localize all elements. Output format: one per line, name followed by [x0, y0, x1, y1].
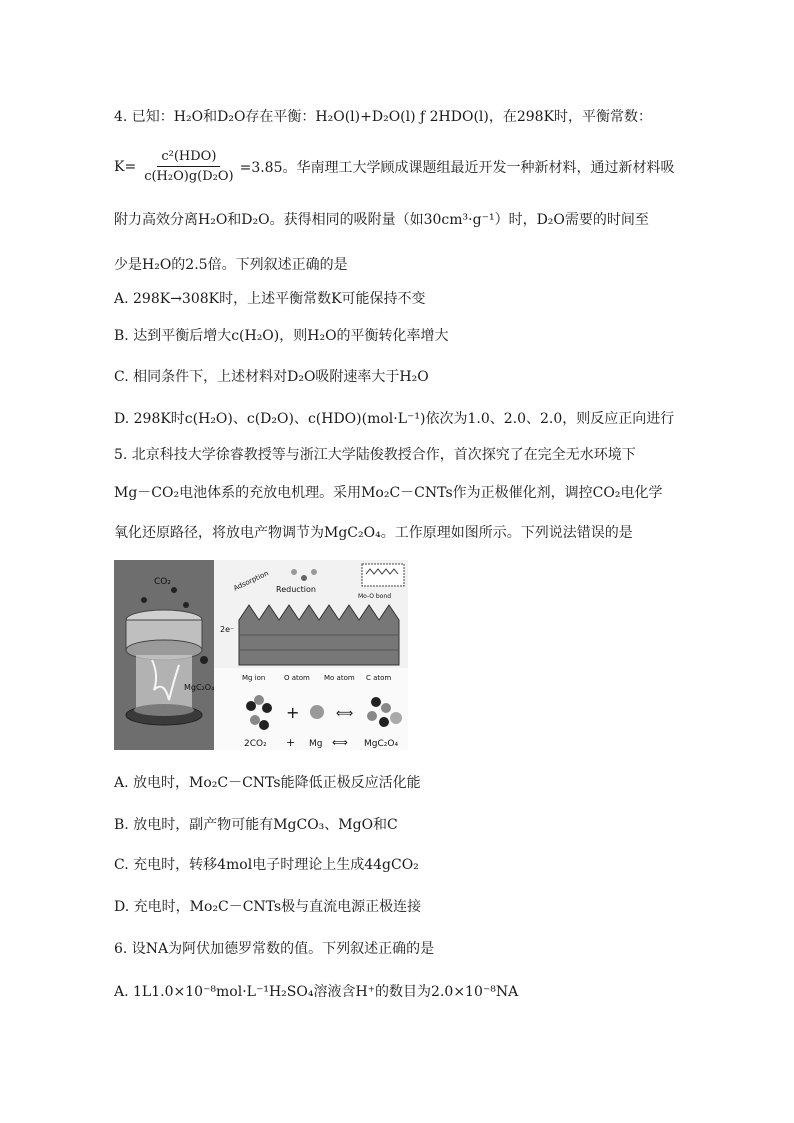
q5-option-a: A. 放电时，Mo₂C－CNTs能降低正极反应活化能 [114, 775, 421, 791]
k-label: K= [114, 158, 137, 175]
fraction-denominator: c(H₂O)g(D₂O) [144, 169, 234, 184]
q4-stem-line-3: 附力高效分离H₂O和D₂O。获得相同的吸附量（如30cm³·g⁻¹）时，D₂O需要的时间至 [114, 212, 649, 228]
legend-mg-ion: Mg ion [242, 674, 266, 682]
eq-right: MgC₂O₄ [364, 739, 399, 749]
fraction [140, 149, 237, 184]
eq-left: 2CO₂ [244, 739, 267, 749]
q4-option-d: D. 298K时c(H₂O)、c(D₂O)、c(HDO)(mol·L⁻¹)依次为1.0、2.0、2.0，则反应正向进行 [114, 411, 675, 427]
equilibrium-constant-expression [114, 149, 675, 184]
q4-option-c: C. 相同条件下，上述材料对D₂O吸附速率大于H₂O [114, 369, 429, 385]
legend-c-atom: C atom [366, 674, 392, 682]
battery-working-principle-figure [114, 560, 408, 750]
adsorption-label: Adsorption [232, 569, 270, 593]
eq-plus-top: + [286, 703, 300, 722]
svg-text:⟺: ⟺ [332, 736, 348, 749]
q4-stem-line-1: 4. 已知：H₂O和D₂O存在平衡：H₂O(l)+D₂O(l) ƒ 2HDO(l)，在298K时，平衡常数： [114, 109, 653, 125]
q4-stem-line-4: 少是H₂O的2.5倍。下列叙述正确的是 [114, 257, 348, 273]
q5-stem-line-3: 氧化还原路径，将放电产物调节为MgC₂O₄。工作原理如图所示。下列说法错误的是 [114, 525, 633, 541]
q5-option-c: C. 充电时，转移4mol电子时理论上生成44gCO₂ [114, 857, 419, 873]
q4-stem-line-2: =3.85。华南理工大学顾成课题组最近开发一种新材料，通过新材料吸 [239, 159, 675, 176]
co2-label: CO₂ [154, 577, 171, 587]
legend-mo-atom: Mo atom [324, 674, 355, 682]
mo-o-bond-label: Mo-O bond [358, 593, 392, 600]
product-label: MgC₂O₄ [184, 683, 215, 692]
legend-o-atom: O atom [284, 674, 310, 682]
electron-label: 2e⁻ [220, 625, 235, 634]
eq-mg: Mg [309, 739, 323, 749]
q6-option-a: A. 1L1.0×10⁻⁸mol·L⁻¹H₂SO₄溶液含H⁺的数目为2.0×10⁻⁸NA [114, 984, 519, 1000]
q4-option-b: B. 达到平衡后增大c(H₂O)，则H₂O的平衡转化率增大 [114, 328, 449, 344]
eq-plus: + [286, 736, 296, 749]
fraction-numerator: c²(HDO) [157, 149, 220, 167]
svg-text:⟺: ⟺ [336, 706, 354, 720]
q5-stem-line-1: 5. 北京科技大学徐睿教授等与浙江大学陆俊教授合作，首次探究了在完全无水环境下 [114, 447, 636, 463]
q4-option-a: A. 298K→308K时，上述平衡常数K可能保持不变 [114, 291, 426, 307]
q5-option-d: D. 充电时，Mo₂C－CNTs极与直流电源正极连接 [114, 899, 422, 915]
q6-stem-line-1: 6. 设NA为阿伏加德罗常数的值。下列叙述正确的是 [114, 941, 435, 957]
q5-option-b: B. 放电时，副产物可能有MgCO₃、MgO和C [114, 817, 398, 833]
reduction-label: Reduction [276, 585, 316, 594]
q5-stem-line-2: Mg－CO₂电池体系的充放电机理。采用Mo₂C－CNTs作为正极催化剂，调控CO₂电化学 [114, 485, 663, 501]
